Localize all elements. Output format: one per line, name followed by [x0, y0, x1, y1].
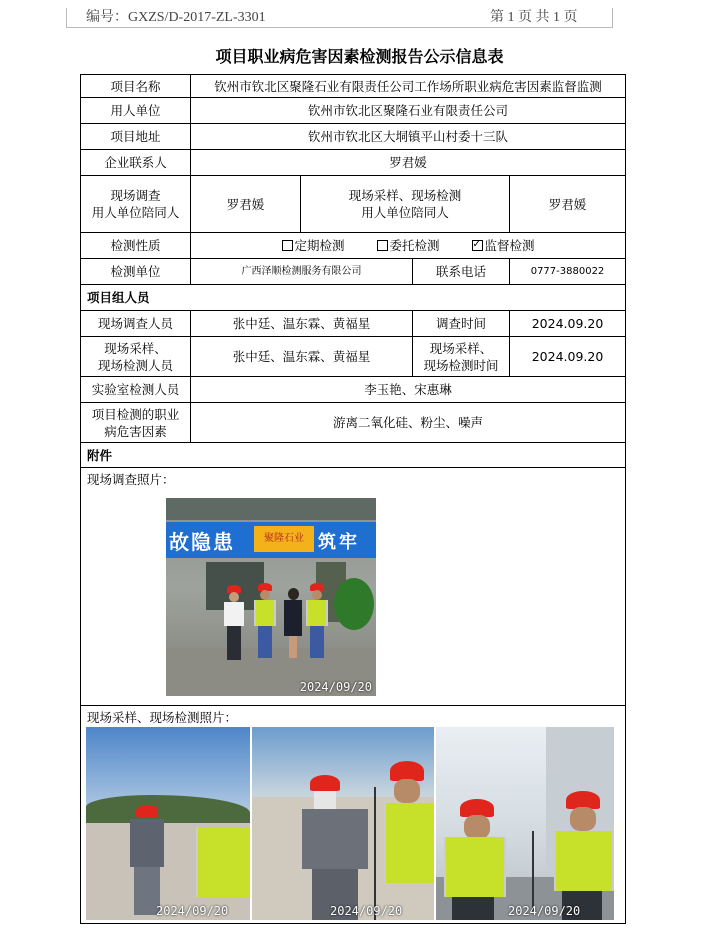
project-name-value: 钦州市钦北区聚隆石业有限责任公司工作场所职业病危害因素监督监测 [191, 75, 626, 98]
employer-label: 用人单位 [81, 98, 191, 124]
sampling-photo-1 [86, 727, 250, 920]
checkbox-commissioned-icon [377, 240, 388, 251]
sampling-photo-3 [436, 727, 614, 920]
sampling-companion-label-line2: 用人单位陪同人 [361, 205, 449, 220]
option-periodic [282, 237, 345, 254]
person-head [288, 588, 299, 600]
person-legs [310, 626, 324, 658]
document-number: 编号：GXZS/D-2017-ZL-3301 [86, 10, 266, 25]
team-section-heading: 项目组人员 [81, 285, 626, 311]
helmet-icon [310, 775, 340, 791]
survey-companion-label-line2: 用人单位陪同人 [91, 205, 180, 220]
sampling-companion-label [301, 176, 510, 233]
sampling-tripod [532, 831, 534, 911]
row-companions [81, 176, 626, 233]
row-employer [81, 98, 626, 124]
hazards-value: 游离二氧化硅、粉尘、噪声 [191, 403, 626, 443]
row-address [81, 124, 626, 150]
row-team-section [81, 285, 626, 311]
sampling-staff-value: 张中廷、温东霖、黄福星 [191, 337, 413, 377]
sampling-companion-value: 罗君媛 [510, 176, 626, 233]
checkbox-periodic-icon [282, 240, 293, 251]
row-hazards [81, 403, 626, 443]
person-head [260, 590, 270, 600]
person-head [312, 590, 322, 600]
photo-plant [334, 578, 374, 630]
sampling-companion-label-line1: 现场采样、现场检测 [348, 188, 462, 203]
banner-text-right: 筑牢 [318, 532, 360, 553]
option-supervision [472, 237, 535, 254]
person-vest-1 [254, 588, 276, 660]
worker-head [464, 815, 490, 839]
worker-body [130, 819, 164, 867]
person-body [224, 602, 244, 626]
photo-date-stamp: 2024/09/20 [508, 904, 581, 918]
sampling-staff-label [81, 337, 191, 377]
attachments-section-heading: 附件 [81, 443, 626, 468]
project-name-label: 项目名称 [81, 75, 191, 98]
person-vest-2 [306, 588, 328, 660]
worker-body [302, 809, 368, 869]
sampling-time-value: 2024.09.20 [510, 337, 626, 377]
person-legs [227, 626, 241, 660]
sampling-photo-2 [252, 727, 434, 920]
survey-time-value: 2024.09.20 [510, 311, 626, 337]
worker-left [440, 799, 510, 920]
nature-options [191, 233, 626, 259]
row-nature [81, 233, 626, 259]
option-periodic-label: 定期检测 [294, 238, 345, 253]
sampling-time-label-line2: 现场检测时间 [423, 357, 499, 373]
page-info: 第 1 页 共 1 页 [490, 10, 578, 25]
survey-photo [166, 498, 376, 696]
worker-left [128, 805, 168, 915]
row-contact [81, 150, 626, 176]
sampling-time-label-line1: 现场采样、 [429, 340, 493, 356]
phone-value: 0777-3880022 [510, 259, 626, 285]
agency-value: 广西泽顺检测服务有限公司 [191, 259, 413, 285]
option-commissioned-label: 委托检测 [389, 238, 440, 253]
hazards-label-line2: 病危害因素 [104, 423, 167, 439]
lab-staff-value: 李玉艳、宋惠琳 [191, 377, 626, 403]
safety-vest-icon [254, 600, 276, 626]
sampling-staff-label-line1: 现场采样、 [104, 340, 167, 356]
survey-companion-label [81, 176, 191, 233]
contact-label: 企业联系人 [81, 150, 191, 176]
person-dress [282, 588, 304, 660]
option-commissioned [377, 237, 440, 254]
survey-time-label: 调查时间 [413, 311, 510, 337]
banner-sign: 聚隆石业 [254, 526, 314, 552]
address-value: 钦州市钦北区大垌镇平山村委十三队 [191, 124, 626, 150]
agency-label: 检测单位 [81, 259, 191, 285]
lab-staff-label: 实验室检测人员 [81, 377, 191, 403]
person-legs [289, 636, 297, 658]
safety-vest-icon [444, 837, 506, 897]
person-legs [258, 626, 272, 658]
option-supervision-label: 监督检测 [484, 238, 535, 253]
header-corner-left [66, 8, 67, 28]
survey-companion-value: 罗君媛 [191, 176, 301, 233]
row-project-name [81, 75, 626, 98]
sampling-photo-label: 现场采样、现场检测照片： [87, 710, 238, 725]
worker-head [570, 807, 596, 831]
photo-hills [86, 795, 250, 825]
safety-vest-icon [306, 600, 328, 626]
employer-value: 钦州市钦北区聚隆石业有限责任公司 [191, 98, 626, 124]
hazards-label [81, 403, 191, 443]
safety-vest-icon [554, 831, 614, 891]
contact-value: 罗君媛 [191, 150, 626, 176]
sampling-staff-label-line2: 现场检测人员 [97, 357, 173, 373]
photo-date-stamp: 2024/09/20 [299, 680, 372, 694]
worker-legs [452, 897, 494, 920]
row-sampling-staff [81, 337, 626, 377]
worker-head [394, 779, 420, 803]
photo-roof [166, 498, 376, 520]
worker-face [314, 791, 336, 809]
document-title: 项目职业病危害因素检测报告公示信息表 [215, 47, 504, 66]
row-survey-staff [81, 311, 626, 337]
sampling-time-label [413, 337, 510, 377]
row-lab-staff [81, 377, 626, 403]
worker-right [548, 791, 614, 920]
survey-staff-value: 张中廷、温东霖、黄福星 [191, 311, 413, 337]
row-attachments-section [81, 443, 626, 468]
checkbox-supervision-checked-icon [472, 240, 483, 251]
address-label: 项目地址 [81, 124, 191, 150]
safety-vest-icon [384, 803, 434, 883]
header-rule [66, 27, 612, 28]
photo-date-stamp: 2024/09/20 [156, 904, 229, 918]
header-corner-right [612, 8, 613, 28]
survey-staff-label: 现场调查人员 [81, 311, 191, 337]
person-white-shirt [223, 590, 245, 660]
worker-vest [380, 761, 434, 920]
photo-date-stamp: 2024/09/20 [330, 904, 403, 918]
helmet-icon [136, 805, 158, 817]
helmet-icon [390, 761, 424, 781]
row-agency [81, 259, 626, 285]
worker-masked [302, 775, 372, 920]
person-body [284, 600, 302, 636]
survey-companion-label-line1: 现场调查 [110, 188, 161, 203]
banner-text-left: 故隐患 [169, 530, 235, 554]
person-head [229, 592, 239, 602]
safety-vest-icon [196, 827, 250, 897]
sampling-stand [374, 787, 376, 920]
nature-label: 检测性质 [81, 233, 191, 259]
survey-photo-label: 现场调查照片： [87, 472, 175, 487]
phone-label: 联系电话 [413, 259, 510, 285]
hazards-label-line1: 项目检测的职业 [91, 406, 180, 422]
